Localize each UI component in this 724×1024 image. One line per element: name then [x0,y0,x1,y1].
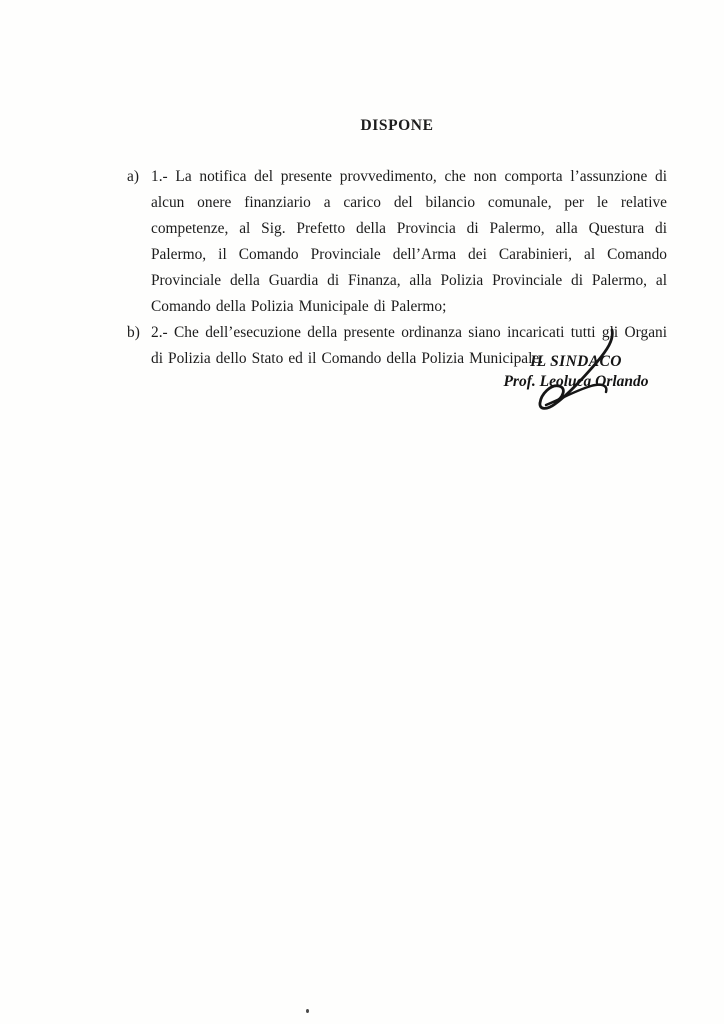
scan-speck [306,1009,309,1013]
signature-block [486,352,666,392]
item-text: 2.- Che dell’esecuzione della presente ordinanza siano incaricati tutti gli Organi di Polizia dello Stato ed il Comando della Polizia Municipale. [151,324,667,367]
provisions-list [127,164,667,372]
signature-role: IL SINDACO [530,353,622,370]
list-item-a [127,164,667,320]
item-label: b) [127,324,140,341]
signature-name: Prof. Leoluca Orlando [503,373,649,390]
document-title: DISPONE [360,117,434,134]
item-text: 1.- La notifica del presente provvedimento, che non comporta l’assunzione di alcun onere finanziario a carico del bilancio comunale, per le relative competenze, al Sig. Prefetto della Provincia di Palermo, alla Questura di Palermo, il Comando Provinciale dell’Arma dei Carabinieri, al Comando Provinciale della Guardia di Finanza, alla Polizia Provinciale di Palermo, al Comando della Polizia Municipale di Palermo; [151,168,667,315]
item-label: a) [127,168,139,185]
